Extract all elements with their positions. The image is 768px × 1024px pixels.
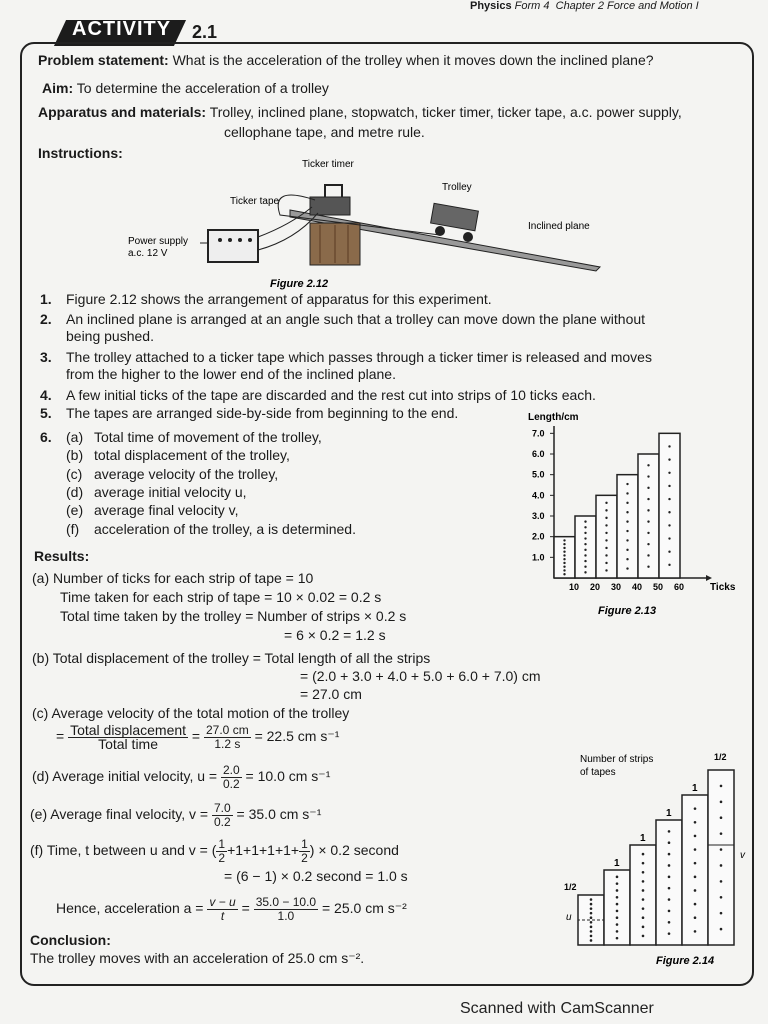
tick-dot xyxy=(605,524,607,526)
tick-dot xyxy=(668,921,671,924)
tick-dot xyxy=(647,509,649,511)
instruction-item xyxy=(40,387,596,404)
chart-bar xyxy=(554,537,575,578)
tick-dot xyxy=(626,511,628,513)
tick-dot xyxy=(616,876,619,879)
tick-dot xyxy=(720,864,723,867)
tick-dot xyxy=(720,896,723,899)
apparatus: Apparatus and materials: Trolley, inclined plane, stopwatch, ticker timer, ticker tape, a.c. power supply, xyxy=(38,104,682,120)
sub-step-letter: (b) xyxy=(66,447,84,464)
instruction-number: 3. xyxy=(40,349,52,365)
tick-dot xyxy=(668,550,670,552)
tick-dot xyxy=(647,520,649,522)
tick-dot xyxy=(590,935,593,938)
instruction-item xyxy=(40,429,66,446)
result-c2: = $\frac{\text{Total displacement}}{\text{Total time}}$ = $\frac{27.0 cm}{1.2 s}$ = 22.5 cm s⁻¹ xyxy=(56,722,340,752)
figure-2-13-chart xyxy=(520,408,745,618)
tick-dot xyxy=(694,916,697,919)
tick-dot xyxy=(584,560,586,562)
tick-dot xyxy=(647,543,649,545)
tick-dot xyxy=(590,903,593,906)
tick-dot xyxy=(720,785,723,788)
tick-dot xyxy=(563,550,565,552)
result-a4: = 6 × 0.2 = 1.2 s xyxy=(284,627,386,643)
tick-dot xyxy=(668,511,670,513)
page-header xyxy=(470,0,699,12)
chart-bar xyxy=(596,495,617,578)
tick-dot xyxy=(584,554,586,556)
caption-figure-2-12: Figure 2.12 xyxy=(270,278,329,290)
sub-step-text: Total time of movement of the trolley, xyxy=(94,429,322,445)
tick-dot xyxy=(668,898,671,901)
tick-dot xyxy=(720,848,723,851)
fig214-strip xyxy=(656,820,682,945)
sub-step xyxy=(66,484,247,501)
tick-dot xyxy=(626,539,628,541)
conclusion-text: The trolley moves with an acceleration of 25.0 cm s⁻². xyxy=(30,950,365,966)
tick-dot xyxy=(616,937,619,940)
tick-dot xyxy=(668,841,671,844)
tick-dot xyxy=(642,916,645,919)
tick-dot xyxy=(590,916,593,919)
results-label: Results: xyxy=(34,548,90,564)
tick-dot xyxy=(626,567,628,569)
tick-dot xyxy=(563,573,565,575)
tick-dot xyxy=(668,485,670,487)
chart-x-tick-label: 30 xyxy=(611,582,622,592)
tick-dot xyxy=(605,517,607,519)
tick-dot xyxy=(590,898,593,901)
tick-dot xyxy=(605,554,607,556)
tick-dot xyxy=(642,907,645,910)
sub-step-text: average velocity of the trolley, xyxy=(94,465,279,482)
label-inclined-plane: Inclined plane xyxy=(528,221,590,232)
label-ac: a.c. 12 V xyxy=(128,248,168,259)
tick-dot xyxy=(616,916,619,919)
sub-step-text: total displacement of the trolley, xyxy=(94,447,290,464)
chart-x-tick-label: 40 xyxy=(632,582,643,592)
tick-dot xyxy=(563,562,565,564)
tick-dot xyxy=(616,889,619,892)
tick-dot xyxy=(626,558,628,560)
chart-y-tick-label: 6.0 xyxy=(532,449,545,459)
tick-dot xyxy=(590,912,593,915)
chart-x-tick-label: 60 xyxy=(674,582,685,592)
instruction-text: Figure 2.12 shows the arrangement of apparatus for this experiment. xyxy=(66,291,492,307)
sub-step-text: average final velocity v, xyxy=(94,502,239,519)
tick-dot xyxy=(584,566,586,568)
aim: Aim: To determine the acceleration of a trolley xyxy=(42,80,329,96)
sub-step-letter: (f) xyxy=(66,520,80,537)
tick-dot xyxy=(668,887,671,890)
instruction-number: 1. xyxy=(40,291,52,307)
chart-bar xyxy=(638,454,659,578)
chart-y-tick-label: 7.0 xyxy=(532,428,545,439)
caption-figure-2-14: Figure 2.14 xyxy=(656,955,715,967)
chart-bar xyxy=(617,475,638,578)
tick-dot xyxy=(694,821,697,824)
tick-dot xyxy=(720,912,723,915)
half-numerator-2: 1 xyxy=(301,837,308,851)
ticker-timer xyxy=(310,197,350,215)
tick-dot xyxy=(647,464,649,466)
tick-dot xyxy=(563,569,565,571)
fig214-strip xyxy=(604,870,630,945)
chart-bar xyxy=(575,516,596,578)
tick-dot xyxy=(563,547,565,549)
tick-dot xyxy=(590,930,593,933)
sub-step xyxy=(66,466,278,483)
tick-dot xyxy=(642,853,645,856)
chart-y-tick-label: 5.0 xyxy=(532,469,545,480)
sub-step xyxy=(66,447,290,464)
tick-dot xyxy=(584,532,586,534)
chart-y-tick-label: 4.0 xyxy=(532,490,545,501)
tick-dot xyxy=(616,910,619,913)
chart-y-label: Length/cm xyxy=(528,412,579,423)
instruction-number: 4. xyxy=(40,387,52,403)
instruction-text: A few initial ticks of the tape are discarded and the rest cut into strips of 10 ticks each. xyxy=(66,387,596,403)
tick-dot xyxy=(642,898,645,901)
tick-dot xyxy=(626,502,628,504)
chart-bar xyxy=(659,433,680,578)
tick-dot xyxy=(668,910,671,913)
tick-dot xyxy=(668,853,671,856)
tick-dot xyxy=(584,543,586,545)
result-a2: Time taken for each strip of tape = 10 × 0.02 = 0.2 s xyxy=(60,589,382,605)
tick-dot xyxy=(584,537,586,539)
result-b3: = 27.0 cm xyxy=(300,686,362,702)
chart-y-tick-label: 2.0 xyxy=(532,531,545,542)
tick-dot xyxy=(590,921,593,924)
result-d: (d) Average initial velocity, u = $\frac{2.0}{0.2}$ = 10.0 cm s⁻¹ xyxy=(32,763,331,791)
result-acceleration: Hence, acceleration a = $\frac{v - u}{t}$ = $\frac{35.0 - 10.0}{1.0}$ = 25.0 cm s⁻² xyxy=(56,895,407,923)
tick-dot xyxy=(642,889,645,892)
result-f: (f) Time, t between u and v = ( $\frac{1}{2}$ +1+1+1+1+ $\frac{1}{2}$ ) × 0.2 second xyxy=(30,837,399,865)
result-c1: (c) Average velocity of the total motion of the trolley xyxy=(32,705,350,721)
tick-dot xyxy=(668,864,671,867)
result-f2: = (6 − 1) × 0.2 second = 1.0 s xyxy=(224,868,408,884)
instruction-number: 2. xyxy=(40,311,52,327)
sub-step-text: acceleration of the trolley, a is determined. xyxy=(94,520,356,537)
fig214-label2: of tapes xyxy=(580,767,616,778)
fig214-one-label: 1 xyxy=(614,858,620,869)
instruction-item xyxy=(40,291,492,308)
fig214-v: v xyxy=(740,850,745,861)
apparatus-line2: cellophane tape, and metre rule. xyxy=(224,124,425,140)
power-supply xyxy=(208,230,258,262)
result-b1: (b) Total displacement of the trolley = Total length of all the strips xyxy=(32,650,431,666)
tick-dot xyxy=(584,526,586,528)
tick-dot xyxy=(668,472,670,474)
tick-dot xyxy=(647,487,649,489)
tick-dot xyxy=(647,475,649,477)
sub-step-letter: (a) xyxy=(66,429,84,445)
tick-dot xyxy=(720,816,723,819)
half-denominator-2: 2 xyxy=(301,851,308,865)
sub-step xyxy=(66,429,322,446)
fig214-strip xyxy=(630,845,656,945)
tick-dot xyxy=(616,882,619,885)
tick-dot xyxy=(563,558,565,560)
tick-dot xyxy=(647,566,649,568)
sub-step-text: average initial velocity u, xyxy=(94,483,247,500)
fig214-label1: Number of strips xyxy=(580,754,654,765)
fig214-strip xyxy=(682,795,708,945)
tick-dot xyxy=(647,498,649,500)
fig214-u: u xyxy=(566,912,572,923)
fig214-strips xyxy=(564,752,734,945)
sub-step-letter: (c) xyxy=(66,465,83,482)
tick-dot xyxy=(605,569,607,571)
tick-dot xyxy=(590,939,593,942)
tick-dot xyxy=(563,566,565,568)
tick-dot xyxy=(720,801,723,804)
problem-statement: Problem statement: What is the acceleration of the trolley when it moves down the inclined plane? xyxy=(38,52,654,68)
tick-dot xyxy=(626,549,628,551)
tick-dot xyxy=(720,880,723,883)
sub-step-letter: (d) xyxy=(66,483,84,500)
tick-dot xyxy=(605,509,607,511)
tick-dot xyxy=(605,562,607,564)
tick-dot xyxy=(616,903,619,906)
label-ticker-timer: Ticker timer xyxy=(302,159,354,170)
tick-dot xyxy=(626,520,628,522)
instruction-item xyxy=(40,405,458,422)
tick-dot xyxy=(605,532,607,534)
tick-dot xyxy=(668,458,670,460)
tick-dot xyxy=(605,547,607,549)
result-a3: Total time taken by the trolley = Number of strips × 0.2 s xyxy=(60,608,407,624)
tick-dot xyxy=(626,530,628,532)
instruction-text: The tapes are arranged side-by-side from beginning to the end. xyxy=(66,405,459,421)
result-b2: = (2.0 + 3.0 + 4.0 + 5.0 + 6.0 + 7.0) cm xyxy=(300,668,541,684)
chart-marks xyxy=(532,426,712,592)
figure-2-12 xyxy=(120,155,610,290)
instruction-item xyxy=(40,349,652,366)
form-label: Form 4 xyxy=(514,0,550,12)
fig214-one-label: 1 xyxy=(692,783,698,794)
instruction-continuation: from the higher to the lower end of the inclined plane. xyxy=(66,366,396,382)
tick-dot xyxy=(616,923,619,926)
tick-dot xyxy=(668,498,670,500)
chapter-title: Chapter 2 Force and Motion I xyxy=(555,0,699,12)
instruction-item xyxy=(40,311,645,328)
tick-dot xyxy=(616,930,619,933)
tick-dot xyxy=(694,862,697,865)
fig214-strip xyxy=(578,895,604,945)
fig214-half-top: 1/2 xyxy=(714,752,727,762)
tick-dot xyxy=(694,848,697,851)
chart-x-tick-label: 20 xyxy=(590,582,601,592)
chart-x-tick-label: 50 xyxy=(653,582,664,592)
tick-dot xyxy=(642,862,645,865)
sub-step xyxy=(66,521,356,538)
chart-y-tick-label: 1.0 xyxy=(532,552,545,563)
instruction-continuation: being pushed. xyxy=(66,328,154,344)
label-ticker-tape: Ticker tape xyxy=(230,196,280,207)
chart-title: Figure 2.13 xyxy=(598,605,657,617)
tick-dot xyxy=(590,907,593,910)
fig214-half-left: 1/2 xyxy=(564,882,577,892)
tick-dot xyxy=(590,926,593,929)
tick-dot xyxy=(694,835,697,838)
fig214-one-label: 1 xyxy=(640,833,646,844)
tick-dot xyxy=(605,502,607,504)
chart-y-tick-label: 3.0 xyxy=(532,511,545,521)
tick-dot xyxy=(694,889,697,892)
instruction-number: 6. xyxy=(40,429,52,445)
tick-dot xyxy=(647,532,649,534)
tick-dot xyxy=(563,543,565,545)
chart-x-label: Ticks xyxy=(710,582,736,593)
activity-label: ACTIVITY xyxy=(72,18,172,40)
tick-dot xyxy=(668,564,670,566)
tick-dot xyxy=(668,537,670,539)
tick-dot xyxy=(694,876,697,879)
tick-dot xyxy=(584,520,586,522)
fig214-strip xyxy=(708,770,734,945)
tick-dot xyxy=(668,445,670,447)
fig214-one-label: 1 xyxy=(666,808,672,819)
tick-dot xyxy=(668,830,671,833)
sub-step-letter: (e) xyxy=(66,502,84,519)
tick-dot xyxy=(563,539,565,541)
chart-x-arrow xyxy=(706,575,712,581)
tick-dot xyxy=(616,896,619,899)
label-trolley: Trolley xyxy=(442,182,472,193)
result-a1: (a) Number of ticks for each strip of tape = 10 xyxy=(32,570,314,586)
scanner-watermark: Scanned with CamScanner xyxy=(460,1000,654,1017)
tick-dot xyxy=(605,539,607,541)
result-e: (e) Average final velocity, v = $\frac{7.0}{0.2}$ = 35.0 cm s⁻¹ xyxy=(30,801,322,829)
instruction-text: An inclined plane is arranged at an angle such that a trolley can move down the plane without xyxy=(66,311,646,327)
tick-dot xyxy=(642,880,645,883)
tick-dot xyxy=(694,807,697,810)
tick-dot xyxy=(694,930,697,933)
tick-dot xyxy=(720,928,723,931)
book-title: Physics xyxy=(470,0,512,12)
figure-2-14 xyxy=(560,740,750,972)
tick-dot xyxy=(720,832,723,835)
tick-dot xyxy=(584,549,586,551)
tick-dot xyxy=(642,926,645,929)
tick-dot xyxy=(668,524,670,526)
tick-dot xyxy=(584,571,586,573)
tick-dot xyxy=(626,492,628,494)
instructions-label: Instructions: xyxy=(38,145,123,161)
tick-dot xyxy=(694,903,697,906)
tick-dot xyxy=(642,935,645,938)
instruction-text: The trolley attached to a ticker tape which passes through a ticker timer is released and moves xyxy=(66,349,652,365)
tick-dot xyxy=(626,483,628,485)
conclusion-label: Conclusion: xyxy=(30,932,111,948)
instruction-number: 5. xyxy=(40,405,52,421)
sub-step xyxy=(66,502,238,519)
tick-dot xyxy=(647,554,649,556)
tick-dot xyxy=(642,871,645,874)
activity-number: 2.1 xyxy=(192,22,218,42)
tick-dot xyxy=(668,932,671,935)
label-power-supply: Power supply xyxy=(128,236,189,247)
chart-x-tick-label: 10 xyxy=(569,582,580,592)
tick-dot xyxy=(563,554,565,556)
tick-dot xyxy=(668,876,671,879)
